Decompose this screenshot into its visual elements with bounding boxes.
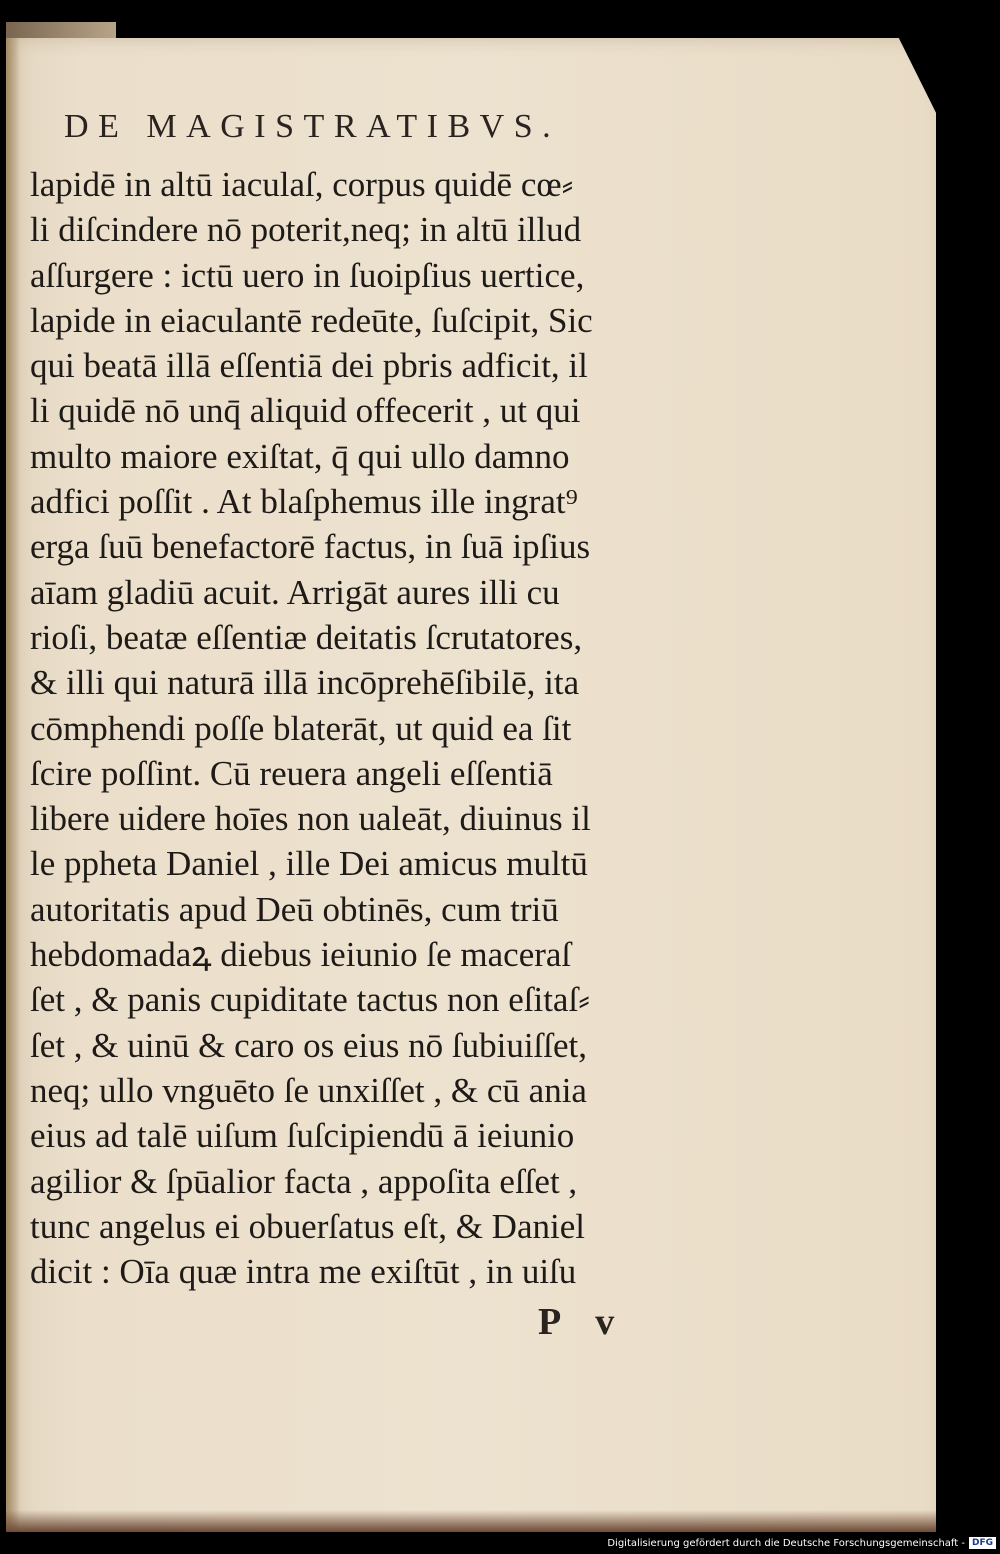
text-line: hebdomadaꝝ diebus ieiunio ſe maceraſ	[30, 935, 572, 975]
page-gutter-shadow	[6, 38, 20, 1532]
text-line: lapide in eiaculantē redeūte, ſuſcipit, Sic	[30, 300, 593, 340]
page-bottom-edge	[6, 1510, 936, 1532]
text-line: ſet , & uinū & caro os eius nō ſubiuiſſet,	[30, 1025, 588, 1065]
text-line: li diſcindere nō poterit,neq; in altū illud	[30, 210, 582, 250]
credit-text: Digitalisierung gefördert durch die Deutsche Forschungsgemeinschaft -	[607, 1537, 965, 1549]
text-line: multo maiore exiſtat, q̄ qui ullo damno	[30, 436, 570, 476]
text-line: qui beatā illā eſſentiā dei pbris adficit, il	[30, 346, 588, 386]
text-line: libere uidere hoīes non ualeāt, diuinus il	[30, 799, 591, 839]
text-line: adfici poſſit . At blaſphemus ille ingrat⁹	[30, 482, 578, 522]
text-line: neq; ullo vnguēto ſe unxiſſet , & cū ania	[30, 1070, 587, 1110]
text-line: erga ſuū benefactorē factus, in ſuā ipſius	[30, 527, 591, 567]
text-line: eius ad talē uiſum ſuſcipiendū ā ieiunio	[30, 1116, 575, 1156]
text-line: aīam gladiū acuit. Arrigāt aures illi cu	[30, 572, 560, 612]
text-line: autoritatis apud Deū obtinēs, cum triū	[30, 889, 559, 929]
text-line: ſcire poſſint. Cū reuera angeli eſſentiā	[30, 753, 553, 793]
running-head: DE MAGISTRATIBVS.	[64, 108, 561, 145]
text-line: & illi qui naturā illā incōprehēſibilē, ita	[30, 663, 580, 703]
text-line: cōmphendi poſſe blaterāt, ut quid ea ſit	[30, 708, 572, 748]
book-edge-strip	[6, 22, 116, 38]
dfg-logo: DFG	[969, 1537, 996, 1549]
signature-mark: P v	[538, 1301, 628, 1343]
text-line: agilior & ſpūalior facta , appoſita eſſet ,	[30, 1161, 578, 1201]
text-line: li quidē nō unq̄ aliquid offecerit , ut qui	[30, 391, 581, 431]
text-line: rioſi, beatæ eſſentiæ deitatis ſcrutatores,	[30, 617, 583, 657]
text-line: le ppheta Daniel , ille Dei amicus multū	[30, 844, 588, 884]
text-line: lapidē in altū iaculaſ, corpus quidē cœ⸗	[30, 165, 574, 204]
text-line: tunc angelus ei obuerſatus eſt, & Daniel	[30, 1206, 585, 1246]
text-line: aſſurgere : ictū uero in ſuoipſius uertice,	[30, 255, 585, 295]
text-line: dicit : Oīa quæ intra me exiſtūt , in uiſu	[30, 1252, 577, 1292]
text-line: ſet , & panis cupiditate tactus non eſitaſ⸗	[30, 980, 590, 1020]
body-text	[30, 162, 670, 1294]
digitization-credit	[607, 1536, 996, 1550]
